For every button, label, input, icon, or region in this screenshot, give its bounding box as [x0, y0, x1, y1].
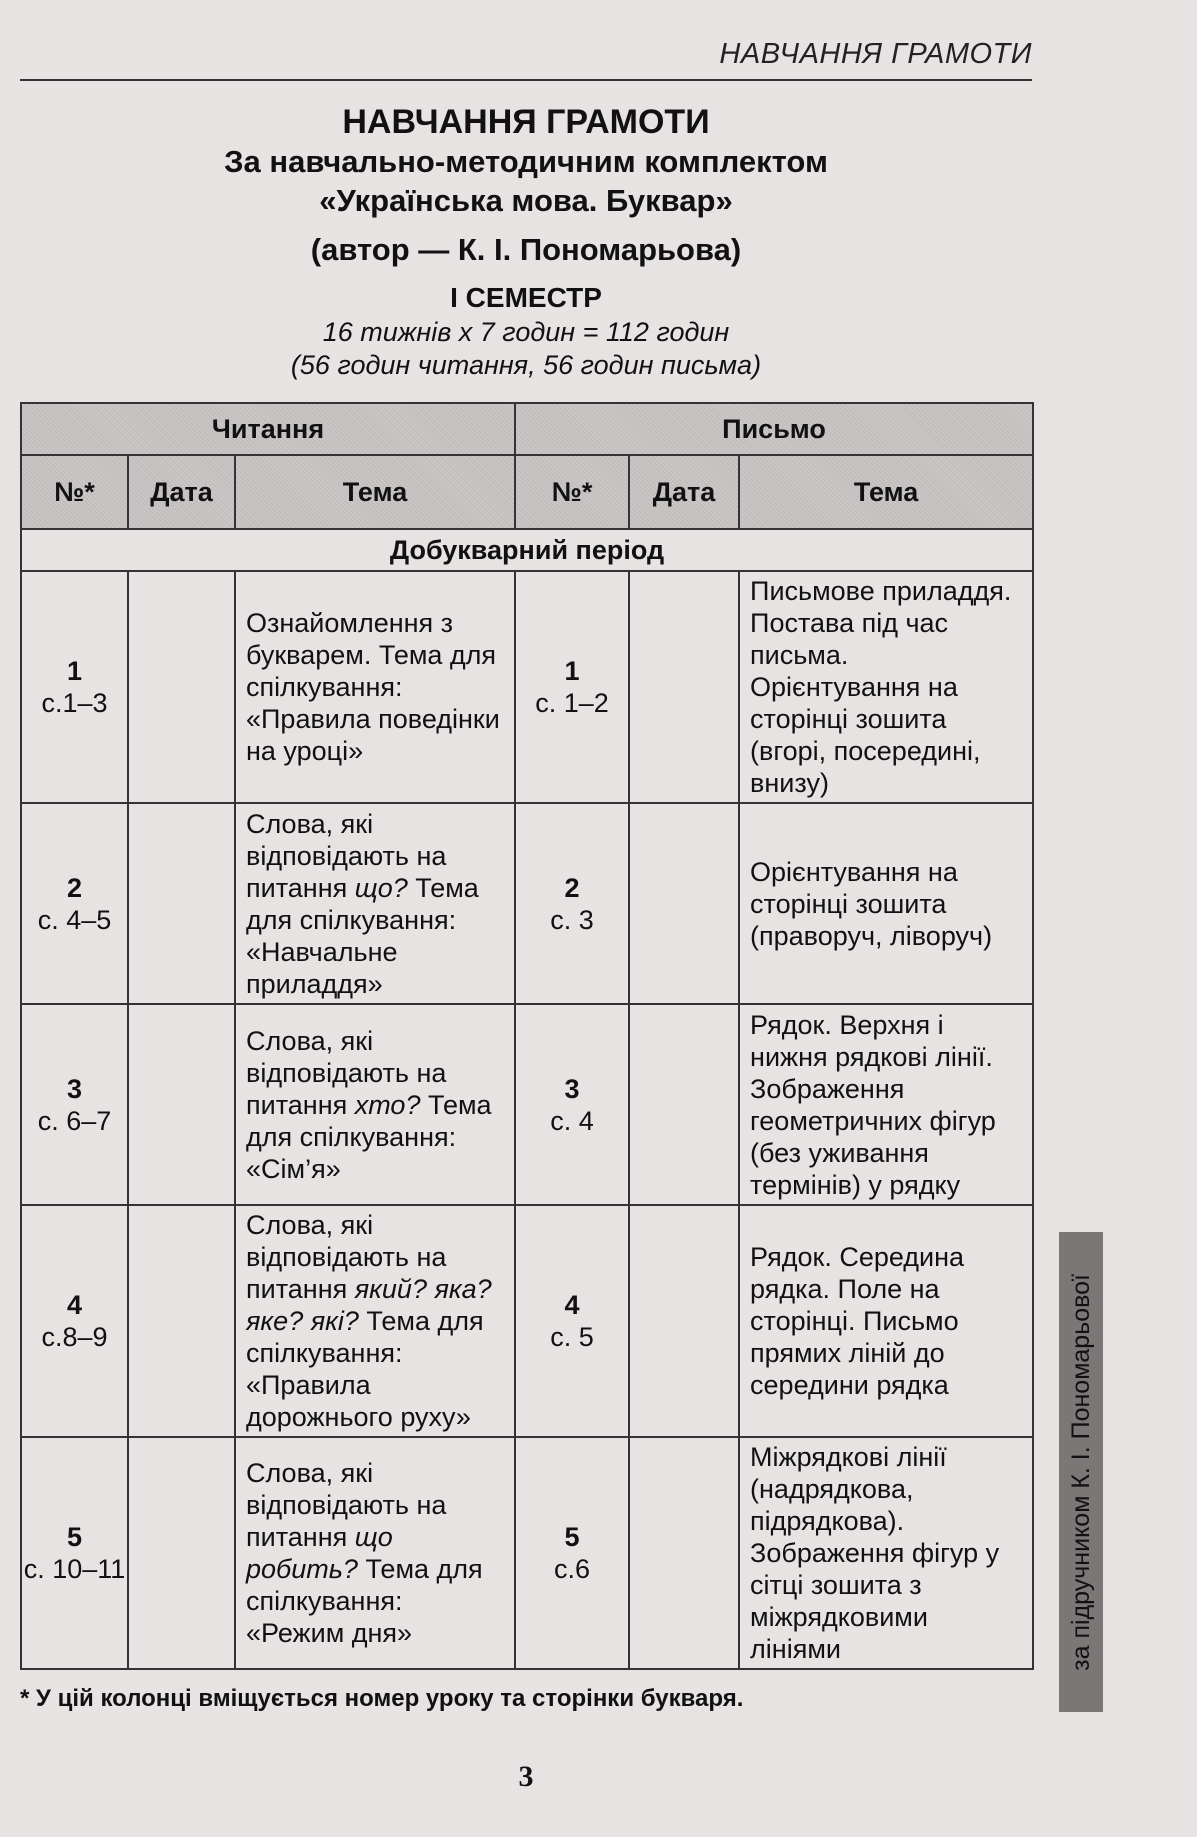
lesson-number: 5 [564, 1522, 580, 1552]
reading-topic-cell: Слова, які відповідають на питання що? Тема для спілкування: «Навчальне приладдя» [235, 803, 515, 1004]
writing-topic-cell: Рядок. Середина рядка. Поле на сторінці. Письмо прямих ліній до середини рядка [739, 1205, 1033, 1437]
writing-topic-header: Тема [739, 455, 1033, 529]
primer-pages: с. 6–7 [37, 1105, 112, 1136]
lesson-number: 1 [564, 656, 580, 686]
running-header: НАВЧАННЯ ГРАМОТИ [20, 38, 1032, 81]
lesson-number: 4 [66, 1290, 83, 1320]
page-title: НАВЧАННЯ ГРАМОТИ [342, 103, 710, 141]
reading-topic-cell: Ознайомлення з букварем. Тема для спілкування: «Правила поведінки на уроці» [235, 571, 515, 803]
reading-topic-header: Тема [235, 455, 515, 529]
writing-num-header: №* [515, 455, 629, 529]
reading-num-header: №* [21, 455, 128, 529]
reading-date-cell [128, 1205, 235, 1437]
subtitle-line-1: За навчально-методичним комплектом [224, 144, 828, 179]
primer-pages: с. 4–5 [37, 904, 112, 935]
reading-group-header: Читання [21, 403, 515, 455]
reading-date-cell [128, 803, 235, 1004]
hours-line-2: (56 годин читання, 56 годин письма) [290, 350, 762, 380]
reading-lesson-cell [21, 571, 128, 803]
writing-date-cell [629, 1004, 739, 1205]
notebook-pages: с. 5 [550, 1322, 594, 1352]
writing-lesson-cell [515, 803, 629, 1004]
hours-line-1: 16 тижнів х 7 годин = 112 годин [322, 317, 730, 347]
writing-lesson-cell [515, 1004, 629, 1205]
table-row [21, 803, 1033, 1004]
writing-lesson-cell [515, 1437, 629, 1669]
notebook-pages: с. 1–2 [535, 688, 609, 718]
footnote: * У цій колонці вміщується номер уроку та сторінки букваря. [20, 1685, 744, 1712]
writing-date-cell [629, 1437, 739, 1669]
title-block [20, 102, 1032, 382]
reading-topic-cell: Слова, які відповідають на питання який? яка? яке? які? Тема для спілкування: «Правила дорожнього руху» [235, 1205, 515, 1437]
writing-date-cell [629, 571, 739, 803]
writing-topic-cell: Рядок. Верхня і нижня рядкові лінії. Зображення геометричних фігур (без уживання термінів) у рядку [739, 1004, 1033, 1205]
table-row [21, 1004, 1033, 1205]
writing-group-header: Письмо [515, 403, 1033, 455]
lesson-number: 4 [564, 1290, 580, 1320]
side-tab-label: за підручником К. І. Пономарьової [1066, 1273, 1095, 1671]
writing-lesson-cell [515, 571, 629, 803]
reading-date-cell [128, 571, 235, 803]
primer-pages: с.1–3 [41, 688, 108, 718]
notebook-pages: с. 4 [550, 1105, 594, 1136]
lesson-number: 3 [66, 1073, 83, 1104]
table-row [21, 1205, 1033, 1437]
reading-lesson-cell [21, 1437, 128, 1669]
semester-heading: І СЕМЕСТР [450, 282, 602, 313]
writing-lesson-cell [515, 1205, 629, 1437]
side-tab [1059, 1232, 1103, 1712]
reading-lesson-cell [21, 1004, 128, 1205]
notebook-pages: с.6 [554, 1554, 591, 1584]
primer-pages: с.8–9 [41, 1322, 108, 1352]
reading-lesson-cell [21, 803, 128, 1004]
reading-topic-cell: Слова, які відповідають на питання хто? Тема для спілкування: «Сім’я» [235, 1004, 515, 1205]
lesson-plan-table [20, 402, 1034, 1670]
lesson-number: 5 [66, 1522, 83, 1552]
period-row: Добукварний період [21, 529, 1033, 571]
table-row [21, 1437, 1033, 1669]
lesson-number: 1 [66, 656, 83, 686]
lesson-number: 2 [564, 872, 580, 903]
page-number: 3 [518, 1760, 534, 1793]
primer-pages: с. 10–11 [23, 1554, 126, 1584]
reading-topic-cell: Слова, які відповідають на питання що робить? Тема для спілкування: «Режим дня» [235, 1437, 515, 1669]
writing-date-header: Дата [629, 455, 739, 529]
author-line: (автор — К. І. Пономарьова) [310, 232, 742, 267]
reading-date-cell [128, 1004, 235, 1205]
reading-lesson-cell [21, 1205, 128, 1437]
writing-date-cell [629, 1205, 739, 1437]
writing-date-cell [629, 803, 739, 1004]
writing-topic-cell: Письмове приладдя. Постава під час письма. Орієнтування на сторінці зошита (вгорі, посередині, внизу) [739, 571, 1033, 803]
table-row [21, 571, 1033, 803]
reading-date-header: Дата [128, 455, 235, 529]
writing-topic-cell: Міжрядкові лінії (надрядкова, підрядкова). Зображення фігур у сітці зошита з міжрядковими лініями [739, 1437, 1033, 1669]
writing-topic-cell: Орієнтування на сторінці зошита (праворуч, ліворуч) [739, 803, 1033, 1004]
lesson-number: 3 [564, 1073, 580, 1104]
subtitle-line-2: «Українська мова. Буквар» [319, 183, 733, 218]
lesson-number: 2 [66, 872, 83, 903]
reading-date-cell [128, 1437, 235, 1669]
notebook-pages: с. 3 [550, 904, 594, 935]
